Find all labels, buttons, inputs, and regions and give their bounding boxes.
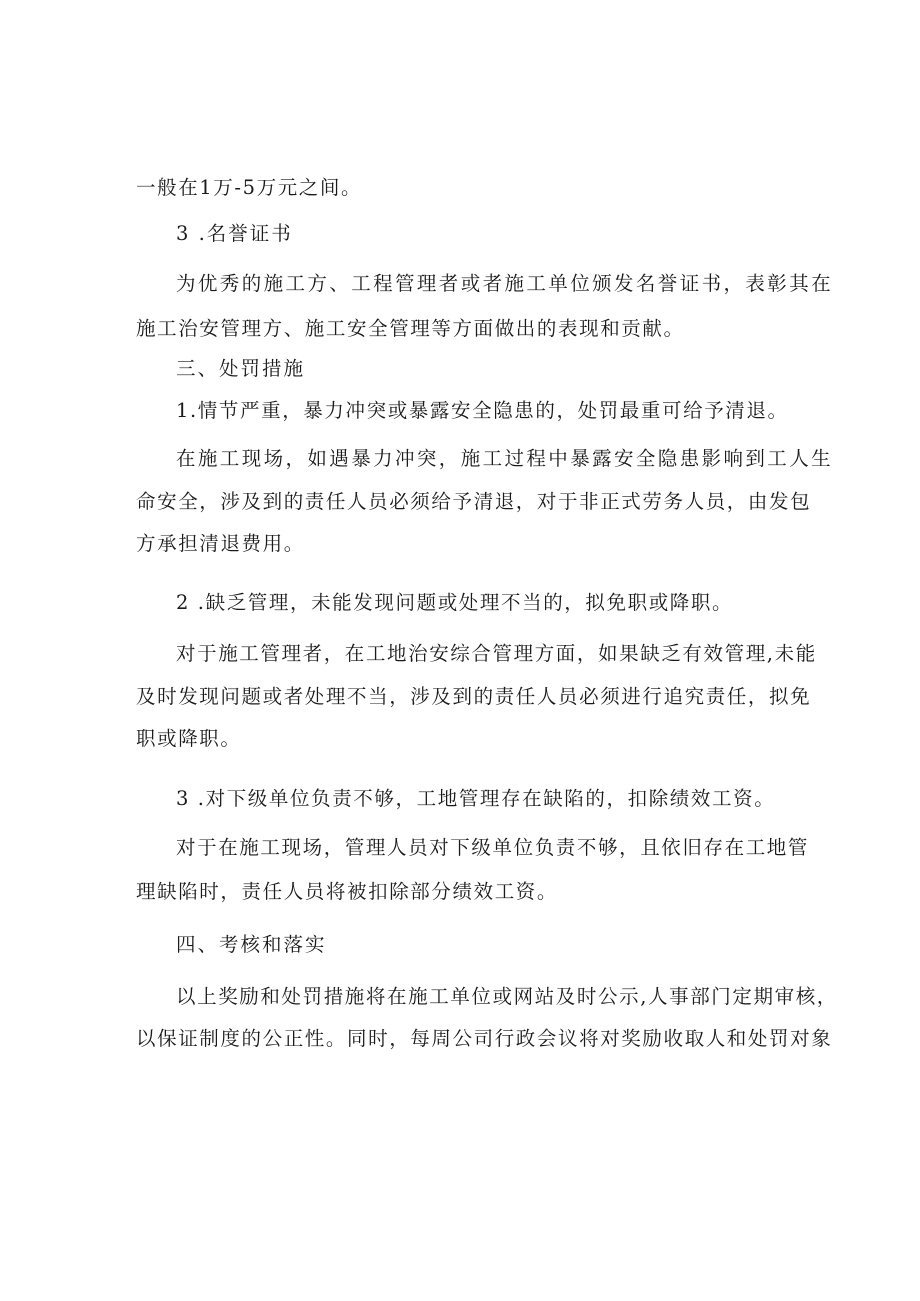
subsection-heading: 2 .缺乏管理，未能发现问题或处理不当的，拟免职或降职。 — [176, 591, 734, 614]
section-heading: 四、考核和落实 — [176, 933, 327, 956]
paragraph-line: 对于在施工现场，管理人员对下级单位负责不够，且依旧存在工地管 — [176, 836, 810, 859]
paragraph-line: 对于施工管理者，在工地治安综合管理方面，如果缺乏有效管理,未能 — [176, 642, 817, 665]
paragraph-line: 以上奖励和处罚措施将在施工单位或网站及时公示,人事部门定期审核， — [176, 985, 838, 1008]
subsection-heading: 1.情节严重，暴力冲突或暴露安全隐患的，处罚最重可给予清退。 — [176, 399, 789, 422]
paragraph-line: 为优秀的施工方、工程管理者或者施工单位颁发名誉证书，表彰其在 — [176, 272, 834, 295]
paragraph-line: 一般在1万-5万元之间。 — [136, 176, 363, 199]
section-heading: 3 .名誉证书 — [176, 222, 293, 245]
paragraph-line: 命安全，涉及到的责任人员必须给予清退，对于非正式劳务人员，由发包 — [136, 490, 812, 513]
paragraph-line: 职或降职。 — [136, 727, 242, 750]
paragraph-line: 在施工现场，如遇暴力冲突，施工过程中暴露安全隐患影响到工人生 — [176, 447, 834, 470]
paragraph-line: 方承担清退费用。 — [136, 532, 305, 555]
paragraph-line: 施工治安管理方、施工安全管理等方面做出的表现和贡献。 — [136, 317, 685, 340]
section-heading: 三、处罚措施 — [176, 357, 306, 380]
paragraph-line: 理缺陷时，责任人员将被扣除部分绩效工资。 — [136, 880, 559, 903]
paragraph-line: 以保证制度的公正性。同时，每周公司行政会议将对奖励收取人和处罚对象 — [136, 1027, 833, 1050]
paragraph-line: 及时发现问题或者处理不当，涉及到的责任人员必须进行追究责任，拟免 — [136, 685, 812, 708]
subsection-heading: 3 .对下级单位负责不够，工地管理存在缺陷的，扣除绩效工资。 — [176, 787, 776, 810]
